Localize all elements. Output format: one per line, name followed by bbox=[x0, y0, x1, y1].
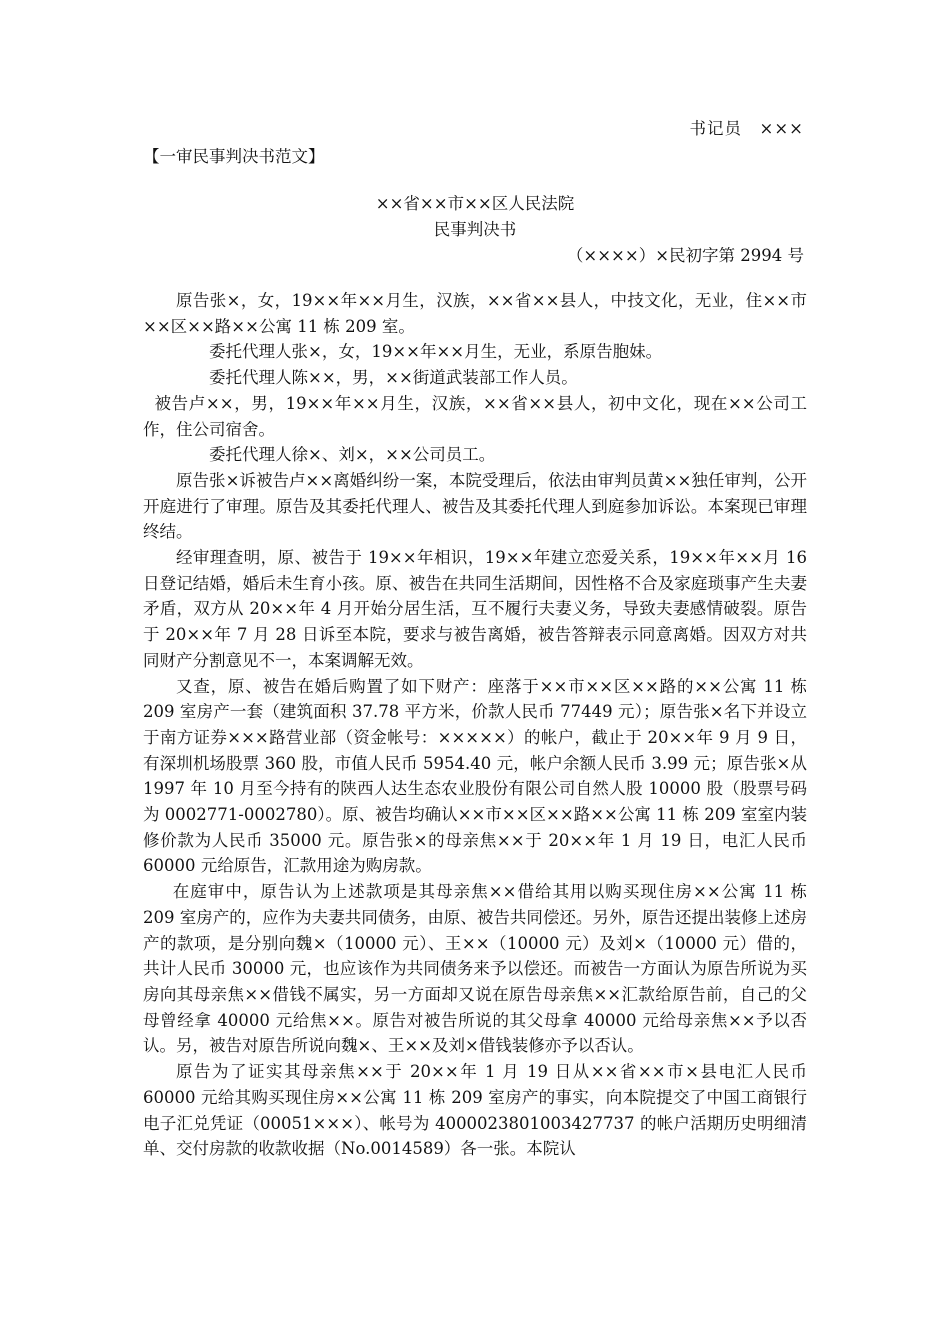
plaintiff-paragraph: 原告张×，女，19××年××月生，汉族，××省××县人，中技文化，无业，住××市××区××路××公寓 11 栋 209 室。 bbox=[143, 291, 807, 336]
plaintiff-agent-1: 委托代理人张×，女，19××年××月生，无业，系原告胞妹。 bbox=[209, 342, 663, 362]
defendant-paragraph: 被告卢××，男，19××年××月生，汉族，××省××县人，初中文化，现在××公司工作，住公司宿舍。 bbox=[143, 393, 807, 439]
sample-title: 【一审民事判决书范文】 bbox=[143, 147, 325, 166]
facts-paragraph: 经审理查明，原、被告于 19××年相识，19××年建立恋爱关系，19××年××月 16 日登记结婚，婚后未生育小孩。原、被告在共同生活期间，因性格不合及家庭琐事产生夫妻矛盾，双方从 20××年 4 月开始分居生活，互不履行夫妻义务，导致夫妻感情破裂。原告于 20××年 7 月 28 日诉至本院，要求与被告离婚，被告答辩表示同意离婚。因双方对共同财产分割意见不一，本案调解无效。 bbox=[143, 548, 807, 670]
case-number: （××××）×民初字第 2994 号 bbox=[566, 246, 804, 265]
defendant-agent: 委托代理人徐×、刘×，××公司员工。 bbox=[209, 445, 496, 465]
judgment-body bbox=[143, 288, 807, 1162]
trial-paragraph: 在庭审中，原告认为上述款项是其母亲焦××借给其用以购买现住房××公寓 11 栋 209 室房产的，应作为夫妻共同债务，由原、被告共同偿还。另外，原告还提出装修上述房产的款项，是分别向魏×（10000 元）、王××（10000 元）及刘×（10000 元）借的，共计人民币 30000 元，也应该作为共同债务来予以偿还。而被告一方面认为原告所说为买房向其母亲焦××借钱不属实，另一方面却又说在原告母亲焦××汇款给原告前，自己的父母曾经拿 40000 元给焦××。原告对被告所说的其父母拿 40000 元给母亲焦××予以否认。另，被告对原告所说向魏×、王××及刘×借钱装修亦予以否认。 bbox=[143, 882, 807, 1056]
case-intro-paragraph: 原告张×诉被告卢××离婚纠纷一案，本院受理后，依法由审判员黄××独任审判，公开开庭进行了审理。原告及其委托代理人、被告及其委托代理人到庭参加诉讼。本案现已审理终结。 bbox=[143, 470, 807, 542]
clerk-signature: 书记员 ××× bbox=[689, 119, 804, 138]
court-name: ××省××市××区人民法院 bbox=[375, 194, 575, 213]
plaintiff-agent-2: 委托代理人陈××，男，××街道武装部工作人员。 bbox=[209, 368, 578, 388]
evidence-paragraph: 原告为了证实其母亲焦××于 20××年 1 月 19 日从××省××市×县电汇人民币 60000 元给其购买现住房××公寓 11 栋 209 室房产的事实，向本院提交了中国工商银行电子汇兑凭证（00051×××）、帐号为 4000023801003427737 的帐户活期历史明细清单、交付房款的收款收据（No.0014589）各一张。本院认 bbox=[143, 1062, 807, 1159]
document-type: 民事判决书 bbox=[433, 220, 517, 239]
property-paragraph: 又查，原、被告在婚后购置了如下财产：座落于××市××区××路的××公寓 11 栋 209 室房产一套（建筑面积 37.78 平方米，价款人民币 77449 元）；原告张×名下并设立于南方证券×××路营业部（资金帐号：×××××）的帐户，截止于 20××年 9 月 9 日，有深圳机场股票 360 股，市值人民币 5954.40 元，帐户余额人民币 3.99 元；原告张×从 1997 年 10 月至今持有的陕西人达生态农业股份有限公司自然人股 10000 股（股票号码为 0002771-0002780）。原、被告均确认××市××区××路××公寓 11 栋 209 室室内装修价款为人民币 35000 元。原告张×的母亲焦××于 20××年 1 月 19 日，电汇人民币 60000 元给原告，汇款用途为购房款。 bbox=[143, 676, 807, 876]
